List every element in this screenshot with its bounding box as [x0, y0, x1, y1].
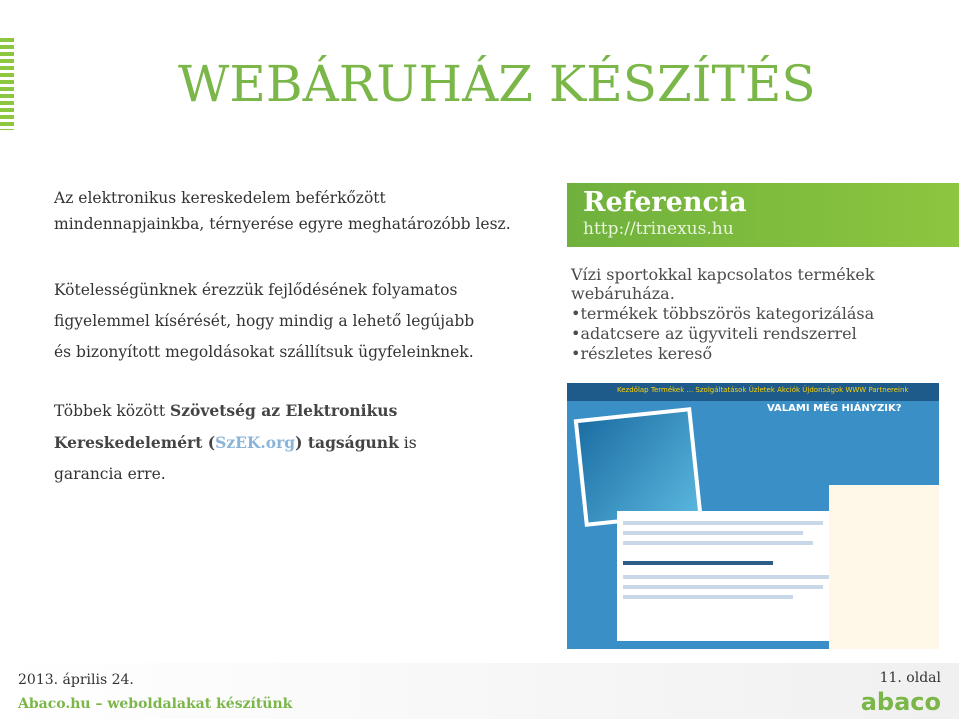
text-line: [623, 531, 803, 535]
membership-text-c: ) tagságunk: [295, 433, 399, 452]
commitment-paragraph: Kötelességünknek érezzük fejlődésének folyamatos figyelemmel kísérését, hogy mindig a lehető legújabb és bizonyított megoldásokat szállítsuk ügyfeleinknek.: [54, 281, 475, 361]
screenshot-banner: VALAMI MÉG HIÁNYZIK?: [767, 403, 902, 414]
reference-feature-list: [571, 304, 874, 364]
list-item: •adatcsere az ügyviteli rendszerrel: [571, 324, 857, 343]
reference-heading: Referencia: [583, 187, 747, 218]
abaco-logo: abaco: [860, 688, 941, 716]
screenshot-sidebar: [829, 485, 939, 649]
text-line: [623, 521, 823, 525]
reference-header: [567, 183, 959, 247]
screenshot-content-area: [617, 511, 849, 641]
text-line: [623, 541, 813, 545]
reference-description: Vízi sportokkal kapcsolatos termékek webáruháza.: [571, 265, 875, 303]
membership-paragraph: [54, 395, 474, 490]
szek-link[interactable]: SzEK.org: [215, 433, 296, 452]
text-line: [623, 561, 773, 565]
footer-date: 2013. április 24.: [18, 672, 134, 688]
membership-text-a: Többek között: [54, 402, 171, 420]
text-line: [623, 575, 833, 579]
screenshot-sea-photo: [574, 407, 703, 527]
intro-paragraph: Az elektronikus kereskedelem beférkőzött mindennapjainkba, térnyerése egyre meghatározóbb lesz.: [54, 189, 511, 233]
reference-url-link[interactable]: http://trinexus.hu: [583, 219, 734, 239]
text-line: [623, 595, 793, 599]
page-title: WEBÁRUHÁZ KÉSZÍTÉS: [178, 55, 816, 113]
membership-text-d: is garancia erre.: [54, 434, 417, 483]
decorative-stripes: [0, 38, 14, 130]
screenshot-nav-text: Kezdőlap Termékek ... Szolgáltatások Üzletek Akciók Újdonságok WWW Partnereink: [617, 386, 909, 394]
footer-brand: Abaco.hu – weboldalakat készítünk: [18, 696, 293, 712]
website-screenshot-image: [567, 383, 939, 649]
list-item: •termékek többszörös kategorizálása: [571, 304, 875, 323]
text-line: [623, 585, 823, 589]
screenshot-nav-bar: [567, 383, 939, 401]
list-item: •részletes kereső: [571, 344, 713, 363]
page-number: 11. oldal: [879, 670, 941, 686]
membership-org-name: Szövetség az Elektronikus Kereskedelemért (: [54, 401, 398, 452]
